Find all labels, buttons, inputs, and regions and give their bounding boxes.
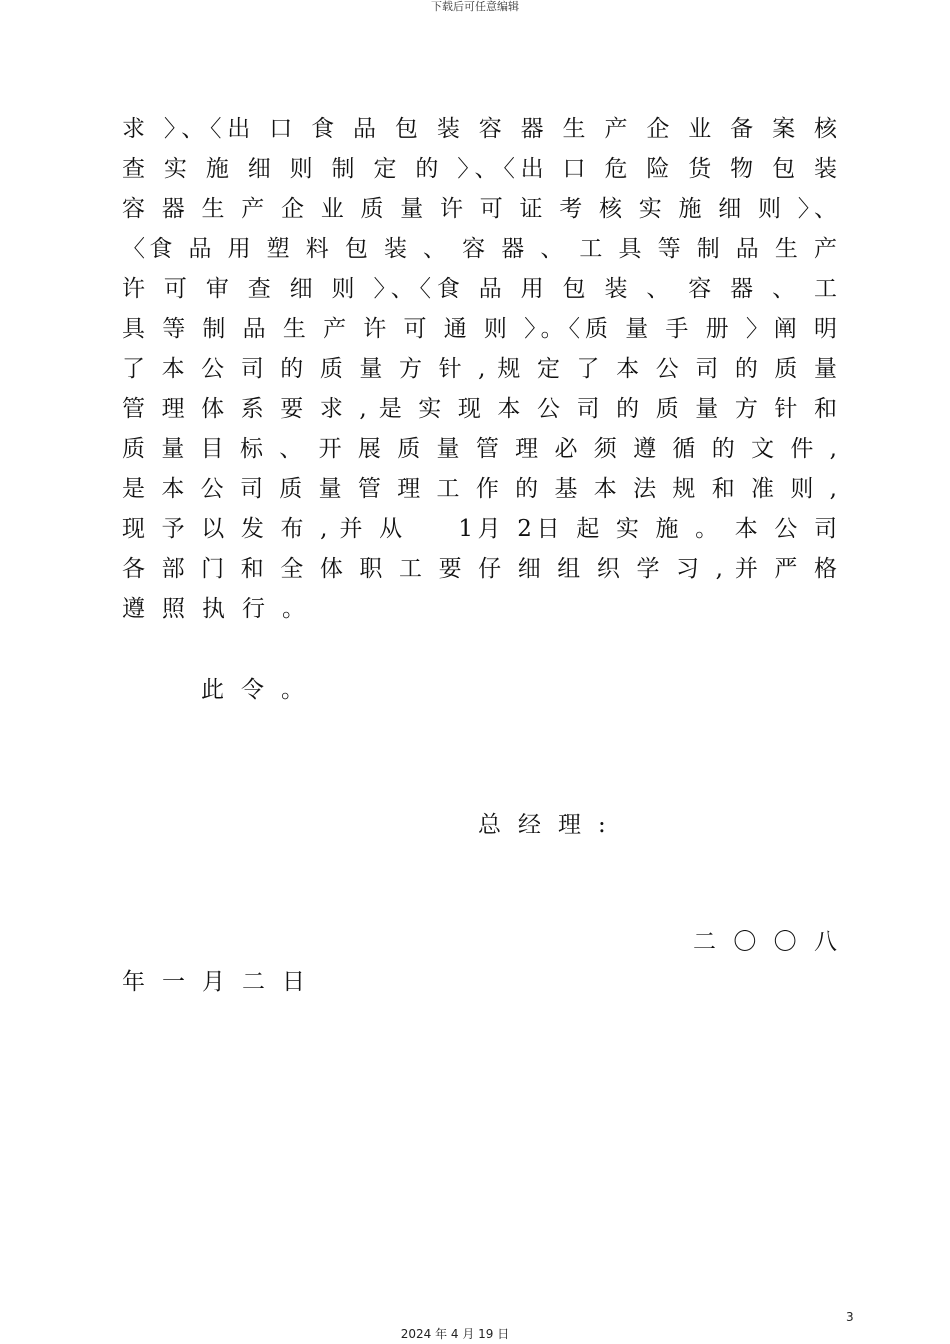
body-line: 各 部 门 和 全 体 职 工 要 仔 细 组 织 学 习 , 并 严 格 (122, 556, 837, 582)
page-number: 3 (846, 1310, 854, 1324)
body-line: 质 量 目 标 、 开 展 质 量 管 理 必 须 遵 循 的 文 件 , (122, 436, 837, 462)
body-line: 求 〉、〈出 口 食 品 包 装 容 器 生 产 企 业 备 案 核 (122, 116, 837, 142)
body-line: 了 本 公 司 的 质 量 方 针 , 规 定 了 本 公 司 的 质 量 (122, 356, 837, 382)
body-line: 现 予 以 发 布 , 并 从 1月 2日 起 实 施 。 本 公 司 (122, 516, 837, 542)
body-line: 〈食 品 用 塑 料 包 装 、 容 器 、 工 具 等 制 品 生 产 (122, 236, 837, 262)
body-line: 是 本 公 司 质 量 管 理 工 作 的 基 本 法 规 和 准 则 , (122, 476, 837, 502)
date-year: 二 〇 〇 八 (693, 929, 837, 955)
page-footer-date: 2024 年 4 月 19 日 (400, 1327, 510, 1341)
signature-label: 总经理: (478, 812, 623, 838)
body-line: 容 器 生 产 企 业 质 量 许 可 证 考 核 实 施 细 则 〉、 (122, 196, 837, 222)
body-line: 许 可 审 查 细 则 〉、〈食 品 用 包 装 、 容 器 、 工 (122, 276, 837, 302)
body-line: 遵照执行。 (122, 596, 322, 622)
body-line: 管 理 体 系 要 求 , 是 实 现 本 公 司 的 质 量 方 针 和 (122, 396, 837, 422)
order-statement: 此令。 (201, 677, 321, 703)
date-month-day: 年一月二日 (122, 969, 322, 995)
body-text (122, 109, 837, 629)
body-line: 查 实 施 细 则 制 定 的 〉、〈出 口 危 险 货 物 包 装 (122, 156, 837, 182)
body-line: 具 等 制 品 生 产 许 可 通 则 〉。〈质 量 手 册 〉阐 明 (122, 316, 837, 342)
page-header: 下载后可任意编辑 (431, 0, 519, 13)
